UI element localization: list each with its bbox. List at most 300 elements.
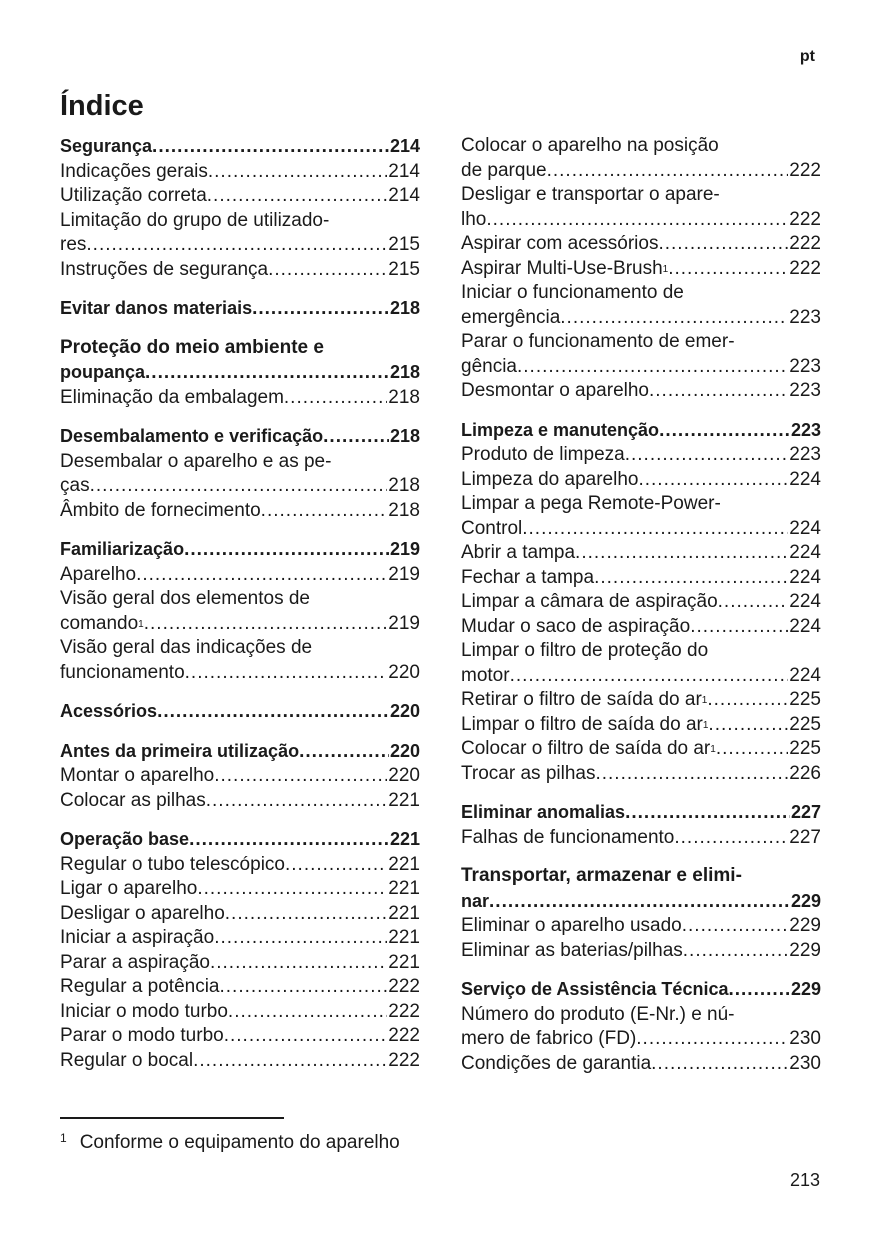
toc-heading (60, 296, 420, 322)
toc-page-number: 219 (388, 612, 420, 634)
toc-page-number: 214 (388, 160, 420, 182)
toc-entry (461, 939, 821, 964)
toc-entry (461, 639, 821, 688)
dot-leader (636, 1027, 788, 1052)
toc-entry-row (461, 762, 821, 787)
toc-entry-row (60, 827, 420, 853)
toc-entry (60, 1000, 420, 1025)
toc-entry-title: Familiarização (60, 539, 185, 559)
toc-entry-title: Aspirar com acessórios (461, 233, 659, 254)
toc-section (60, 296, 420, 322)
toc-entry-title: funcionamento (60, 661, 185, 683)
toc-entry-row (461, 1052, 821, 1077)
toc-page-number: 225 (789, 689, 821, 710)
toc-entry (461, 257, 821, 282)
dot-leader (214, 926, 387, 951)
page-title: Índice (60, 90, 144, 122)
toc-entry-line: Parar o funcionamento de emer- (461, 331, 735, 352)
toc-entry-line: Transportar, armazenar e elimi- (461, 865, 742, 886)
toc-entry-row (461, 889, 821, 915)
toc-entry-title: Desembalamento e verificação (60, 426, 324, 446)
dot-leader (208, 160, 387, 185)
toc-page-number: 229 (789, 915, 821, 936)
toc-entry (60, 1049, 420, 1074)
toc-entry-line: Visão geral das indicações de (60, 637, 313, 658)
toc-entry-row (60, 184, 420, 209)
dot-leader (184, 538, 389, 563)
toc-entry (461, 737, 821, 762)
toc-page-number: 223 (789, 444, 821, 465)
toc-entry (60, 1024, 420, 1049)
toc-entry (461, 281, 821, 330)
toc-entry-row: comando $^1$ ..... 219 (60, 612, 420, 637)
toc-page-number: 224 (789, 517, 821, 539)
toc-entry (60, 587, 420, 636)
toc-entry-row (60, 424, 420, 450)
toc-page-number: 218 (388, 386, 420, 408)
dot-leader (152, 135, 389, 160)
toc-page-number: 224 (789, 468, 821, 490)
toc-entry-row: Limpar o filtro de saída do ar $^1$ ..... 225 (461, 713, 821, 738)
toc-entry-title: Aspirar Multi-Use-Brush (461, 257, 663, 279)
toc-page-number: 222 (789, 159, 821, 181)
toc-entry-title: Mudar o saco de aspiração (461, 615, 691, 637)
toc-entry (461, 468, 821, 493)
dot-leader (90, 474, 388, 499)
toc-right-column (461, 134, 821, 1090)
toc-entry-title: Iniciar a aspiração (60, 927, 215, 948)
dot-leader (285, 853, 387, 878)
toc-entry-row (60, 134, 420, 160)
toc-entry (461, 566, 821, 591)
toc-entry (60, 450, 420, 499)
toc-page-number: 218 (389, 298, 420, 318)
toc-entry-row (461, 355, 821, 380)
toc-entry (60, 184, 420, 209)
toc-entry (461, 492, 821, 541)
toc-entry-row (461, 826, 821, 851)
toc-page-number: 221 (388, 789, 420, 811)
dot-leader (189, 828, 389, 853)
toc-entry-title: emergência (461, 306, 561, 328)
toc-entry-title: Eliminar as baterias/pilhas (461, 939, 683, 961)
dot-leader (668, 257, 788, 282)
toc-entry-row (461, 468, 821, 493)
dot-leader (323, 425, 389, 450)
dot-leader (228, 1000, 387, 1025)
dot-leader (220, 975, 388, 1000)
toc-entry-row (60, 563, 420, 588)
toc-entry-title: Abrir a tampa (461, 542, 576, 563)
toc-entry-title: Limpar a câmara de aspiração (461, 591, 718, 612)
toc-entry-line: Número do produto (E-Nr.) e nú- (461, 1003, 735, 1025)
toc-entry (60, 975, 420, 1000)
dot-leader (252, 297, 389, 322)
dot-leader (206, 789, 388, 814)
dot-leader (659, 419, 790, 444)
toc-entry (461, 232, 821, 257)
dot-leader (728, 978, 789, 1003)
dot-leader (489, 890, 790, 915)
toc-section (60, 827, 420, 1073)
toc-page-number: 220 (388, 661, 420, 683)
toc-entry-row (60, 661, 420, 686)
toc-entry-title: Serviço de Assistência Técnica (461, 979, 729, 999)
dot-leader (486, 208, 788, 233)
toc-entry-line: Limpar a pega Remote-Power- (461, 493, 721, 514)
dot-leader (522, 517, 788, 542)
dot-leader (716, 737, 788, 762)
toc-page-number: 222 (388, 1049, 420, 1071)
toc-page-number: 227 (789, 826, 821, 848)
toc-entry-row (461, 379, 821, 404)
toc-entry-row (461, 541, 821, 566)
toc-entry (60, 499, 420, 524)
toc-page-number: 221 (389, 829, 420, 849)
toc-entry-line: Desembalar o aparelho e as pe- (60, 450, 332, 472)
dot-leader (224, 1024, 388, 1049)
toc-section (60, 424, 420, 523)
toc-entry-row (461, 232, 821, 257)
toc-heading (461, 864, 821, 914)
toc-entry-title: Limpeza do aparelho (461, 468, 639, 490)
dot-leader (261, 499, 388, 524)
toc-entry-row (461, 664, 821, 689)
toc-page-number: 222 (789, 208, 821, 230)
toc-page-number: 222 (388, 1025, 420, 1046)
toc-heading (461, 418, 821, 444)
toc-page-number: 224 (789, 615, 821, 637)
toc-entry-title: Regular a potência (60, 976, 220, 997)
toc-entry-title: Instruções de segurança (60, 258, 269, 280)
toc-heading (60, 336, 420, 386)
toc-page-number: 224 (789, 591, 821, 612)
dot-leader (157, 700, 389, 725)
toc-heading (60, 134, 420, 160)
toc-entry-title: Indicações gerais (60, 160, 208, 182)
dot-leader (144, 612, 388, 637)
toc-page-number: 230 (789, 1052, 821, 1074)
toc-entry-row (60, 789, 420, 814)
dot-leader (185, 661, 388, 686)
toc-entry-title: Antes da primeira utilização (60, 740, 300, 761)
toc-entry-row (461, 418, 821, 444)
toc-page-number: 229 (790, 979, 821, 999)
toc-entry (60, 902, 420, 927)
toc-section (60, 739, 420, 814)
toc-entry-title: Colocar as pilhas (60, 789, 206, 811)
toc-entry-title: Regular o tubo telescópico (60, 853, 285, 875)
toc-section (461, 864, 821, 963)
toc-entry-title: Iniciar o modo turbo (60, 1000, 228, 1022)
toc-page-number: 224 (789, 664, 821, 686)
toc-entry-title: Acessórios (60, 701, 158, 721)
toc-page-number: 224 (789, 566, 821, 588)
toc-entry-title: Fechar a tampa (461, 566, 595, 588)
toc-heading (60, 424, 420, 450)
dot-leader (145, 361, 389, 386)
toc-entry-title: mero de fabrico (FD) (461, 1028, 637, 1049)
toc-entry (461, 541, 821, 566)
toc-page-number: 230 (789, 1028, 821, 1049)
toc-page-number: 221 (388, 902, 420, 924)
toc-entry-row (60, 951, 420, 976)
language-code: pt (799, 48, 815, 65)
toc-page-number: 229 (789, 939, 821, 961)
toc-entry-row (60, 474, 420, 499)
toc-entry (461, 713, 821, 738)
toc-entry (60, 926, 420, 951)
toc-entry (461, 914, 821, 939)
dot-leader (225, 902, 388, 927)
toc-entry-row: Retirar o filtro de saída do ar $^1$ ..... 225 (461, 688, 821, 713)
toc-page-number: 218 (388, 499, 420, 521)
toc-entry (461, 379, 821, 404)
toc-page-number: 226 (789, 762, 821, 784)
toc-entry-row (60, 764, 420, 789)
toc-entry-row (461, 590, 821, 615)
dot-leader (299, 740, 389, 765)
toc-section (60, 134, 420, 282)
toc-entry-row: Colocar o filtro de saída do ar $^1$ ..... 225 (461, 737, 821, 762)
toc-entry-row (60, 537, 420, 563)
toc-entry-title: nar (461, 890, 490, 911)
dot-leader (517, 355, 788, 380)
toc-page-number: 219 (388, 563, 420, 585)
toc-page-number: 222 (789, 257, 821, 279)
page-number: 213 (789, 1170, 820, 1190)
dot-leader (575, 541, 788, 566)
toc-page-number: 229 (790, 890, 821, 911)
toc-entry-row (60, 975, 420, 1000)
toc-entry (60, 789, 420, 814)
toc-entry-row (60, 1000, 420, 1025)
toc-heading (60, 699, 420, 725)
toc-entry (60, 386, 420, 411)
toc-page-number: 219 (389, 539, 420, 559)
toc-entry-row (60, 160, 420, 185)
toc-page-number: 220 (388, 765, 420, 786)
toc-entry-title: Operação base (60, 829, 190, 849)
toc-heading (60, 827, 420, 853)
dot-leader (594, 566, 788, 591)
toc-entry (461, 134, 821, 183)
toc-page-number: 221 (388, 853, 420, 875)
toc-entry-title: Control (461, 517, 523, 539)
toc-entry-title: comando (60, 612, 139, 634)
toc-page-number: 218 (389, 362, 420, 382)
toc-entry-row (60, 386, 420, 411)
toc-entry-title: poupança (60, 362, 146, 382)
toc-left-column (60, 134, 420, 1087)
toc-entry-row (60, 1049, 420, 1074)
dot-leader (625, 801, 790, 826)
toc-section (461, 134, 821, 404)
dot-leader (214, 764, 387, 789)
toc-page-number: 223 (789, 355, 821, 377)
toc-entry-row (60, 233, 420, 258)
toc-section (461, 418, 821, 787)
toc-entry-title: Regular o bocal (60, 1049, 194, 1071)
toc-section (60, 699, 420, 725)
toc-entry-row (60, 499, 420, 524)
toc-entry-title: Evitar danos materiais (60, 298, 253, 318)
toc-entry-title: de parque (461, 159, 547, 181)
toc-entry (60, 853, 420, 878)
dot-leader (718, 590, 789, 615)
toc-entry-title: Retirar o filtro de saída do ar (461, 689, 702, 710)
dot-leader (674, 826, 788, 851)
toc-page-number: 214 (389, 136, 420, 156)
toc-entry (60, 636, 420, 685)
toc-entry-line: Desligar e transportar o apare- (461, 184, 720, 205)
toc-entry-title: Desligar o aparelho (60, 902, 225, 924)
toc-page-number: 221 (388, 878, 420, 899)
toc-entry (461, 688, 821, 713)
dot-leader (510, 664, 789, 689)
toc-entry-row (60, 258, 420, 283)
toc-entry (461, 762, 821, 787)
toc-entry-title: Limpar o filtro de saída do ar (461, 713, 703, 735)
toc-entry-line: Iniciar o funcionamento de (461, 282, 684, 303)
footnote-marker: 1 (60, 1131, 67, 1145)
dot-leader (210, 951, 387, 976)
dot-leader (649, 379, 788, 404)
dot-leader (197, 877, 387, 902)
toc-entry-title: motor (461, 664, 510, 686)
toc-entry (461, 826, 821, 851)
toc-page-number: 220 (389, 701, 420, 721)
toc-entry-title: Parar a aspiração (60, 951, 210, 973)
toc-entry-row (60, 902, 420, 927)
toc-entry-row (461, 566, 821, 591)
dot-leader (638, 468, 788, 493)
dot-leader (284, 386, 387, 411)
dot-leader (682, 914, 789, 939)
toc-entry (461, 443, 821, 468)
toc-entry-row (461, 306, 821, 331)
toc-entry-title: Produto de limpeza (461, 444, 625, 465)
dot-leader (683, 939, 789, 964)
toc-entry-title: Âmbito de fornecimento (60, 499, 261, 521)
toc-heading (461, 977, 821, 1003)
dot-leader (690, 615, 788, 640)
footnote (60, 1130, 400, 1157)
toc-entry-title: Desmontar o aparelho (461, 380, 649, 401)
dot-leader (707, 688, 788, 713)
toc-page-number: 220 (389, 740, 420, 761)
toc-entry (60, 764, 420, 789)
dot-leader (658, 232, 788, 257)
toc-entry-row (461, 977, 821, 1003)
toc-entry-row (60, 877, 420, 902)
toc-section (60, 336, 420, 411)
toc-page-number: 225 (789, 713, 821, 735)
toc-entry-title: Eliminação da embalagem (60, 386, 284, 408)
toc-entry-line: Limitação do grupo de utilizado- (60, 209, 330, 231)
toc-entry-title: ças (60, 475, 90, 496)
toc-page-number: 225 (789, 738, 821, 759)
dot-leader (86, 233, 387, 258)
toc-entry-title: lho (461, 208, 487, 230)
toc-entry-title: Aparelho (60, 563, 137, 585)
toc-section (461, 800, 821, 850)
toc-heading (461, 800, 821, 826)
toc-entry (60, 563, 420, 588)
toc-page-number: 227 (790, 802, 821, 822)
toc-entry-row (461, 939, 821, 964)
dot-leader (625, 443, 789, 468)
dot-leader (193, 1049, 387, 1074)
toc-entry-row (461, 208, 821, 233)
toc-page-number: 215 (388, 258, 420, 280)
toc-entry-row (461, 443, 821, 468)
toc-entry-row (60, 296, 420, 322)
dot-leader (268, 258, 387, 283)
toc-page-number: 221 (388, 927, 420, 948)
toc-entry-row (60, 360, 420, 386)
toc-entry-title: Colocar o filtro de saída do ar (461, 738, 711, 759)
dot-leader (651, 1052, 788, 1077)
dot-leader (595, 762, 788, 787)
toc-entry-title: Parar o modo turbo (60, 1025, 224, 1046)
toc-entry (60, 160, 420, 185)
toc-page-number: 224 (789, 542, 821, 563)
toc-page-number: 214 (388, 185, 420, 206)
toc-entry-row (461, 159, 821, 184)
dot-leader (207, 184, 388, 209)
toc-entry-title: Trocar as pilhas (461, 762, 596, 784)
toc-entry-title: Segurança (60, 136, 153, 156)
toc-entry-row (461, 1027, 821, 1052)
toc-entry-line: Proteção do meio ambiente e (60, 336, 324, 358)
footnote-rule (60, 1117, 284, 1119)
toc-page-number: 222 (388, 976, 420, 997)
toc-entry-title: gência (461, 355, 517, 377)
toc-entry (461, 183, 821, 232)
toc-entry-row (60, 926, 420, 951)
toc-entry-title: Utilização correta (60, 185, 207, 206)
dot-leader (547, 159, 789, 184)
toc-entry (60, 951, 420, 976)
toc-page-number: 223 (789, 380, 821, 401)
toc-entry (461, 330, 821, 379)
toc-entry-row (461, 800, 821, 826)
toc-entry-title: Condições de garantia (461, 1052, 652, 1074)
dot-leader (560, 306, 788, 331)
toc-heading (60, 739, 420, 765)
toc-entry-row (461, 914, 821, 939)
toc-entry (60, 877, 420, 902)
toc-entry-row (461, 615, 821, 640)
toc-entry-title: Montar o aparelho (60, 765, 215, 786)
toc-entry-row (60, 853, 420, 878)
toc-entry-title: Falhas de funcionamento (461, 826, 675, 848)
toc-entry (461, 590, 821, 615)
toc-page-number: 215 (388, 234, 420, 255)
footnote-text: Conforme o equipamento do aparelho (79, 1132, 400, 1153)
toc-entry (60, 209, 420, 258)
toc-section (60, 537, 420, 685)
dot-leader (708, 713, 788, 738)
toc-entry (60, 258, 420, 283)
toc-entry-title: Eliminar o aparelho usado (461, 915, 682, 936)
toc-entry-line: Visão geral dos elementos de (60, 588, 310, 609)
toc-entry-title: Limpeza e manutenção (461, 419, 660, 440)
toc-entry-row (60, 739, 420, 765)
toc-page-number: 222 (388, 1000, 420, 1022)
toc-heading (60, 537, 420, 563)
